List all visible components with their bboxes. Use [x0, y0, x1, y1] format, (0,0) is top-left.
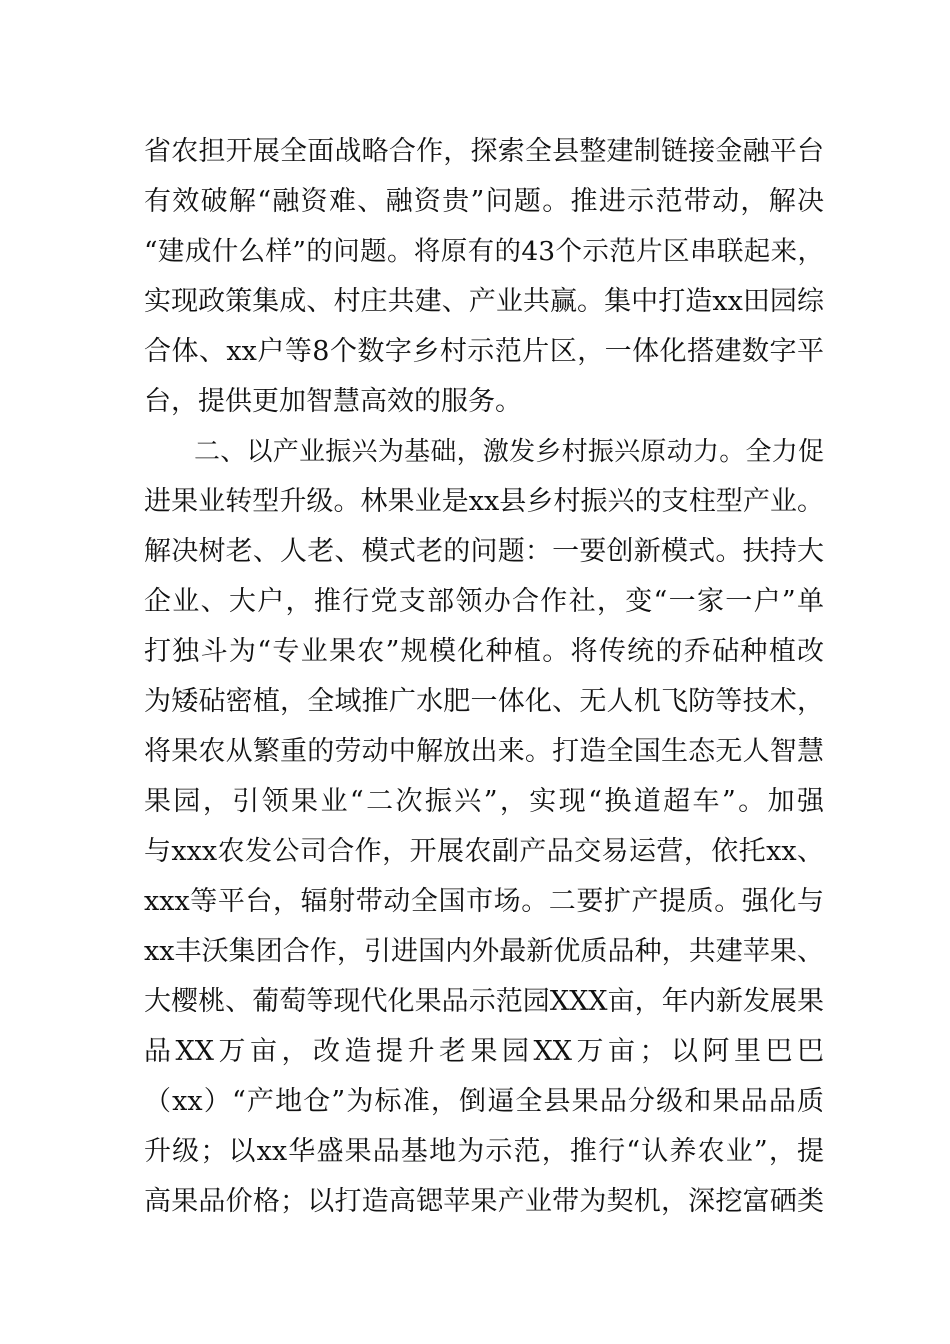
text-line: 将果农从繁重的劳动中解放出来。打造全国生态无人智慧 [144, 736, 824, 767]
text-line: 企业、大户，推行党支部领办合作社，变“一家一户”单 [144, 586, 824, 617]
text-line: 解决树老、人老、模式老的问题：一要创新模式。扶持大 [144, 536, 824, 567]
text-line: （xx）“产地仓”为标准，倒逼全县果品分级和果品品质 [144, 1086, 824, 1117]
text-line: 与xxx农发公司合作，开展农副产品交易运营，依托xx、 [144, 836, 824, 867]
text-line: 实现政策集成、村庄共建、产业共赢。集中打造xx田园综 [144, 286, 824, 317]
text-line: 大樱桃、葡萄等现代化果品示范园XXX亩，年内新发展果 [144, 986, 824, 1017]
text-line: 果园，引领果业“二次振兴”，实现“换道超车”。加强 [144, 786, 824, 817]
text-line: 有效破解“融资难、融资贵”问题。推进示范带动，解决 [144, 186, 824, 217]
text-line: 品XX万亩，改造提升老果园XX万亩；以阿里巴巴 [144, 1036, 824, 1067]
text-line: “建成什么样”的问题。将原有的43个示范片区串联起来， [144, 236, 824, 267]
text-line: 升级；以xx华盛果品基地为示范，推行“认养农业”，提 [144, 1136, 824, 1167]
text-line: 打独斗为“专业果农”规模化种植。将传统的乔砧种植改 [144, 636, 824, 667]
text-line: xxx等平台，辐射带动全国市场。二要扩产提质。强化与 [144, 886, 824, 917]
text-line: 高果品价格；以打造高锶苹果产业带为契机，深挖富硒类 [144, 1186, 824, 1217]
text-line: xx丰沃集团合作，引进国内外最新优质品种，共建苹果、 [144, 936, 824, 967]
text-line: 合体、xx户等8个数字乡村示范片区，一体化搭建数字平 [144, 336, 824, 367]
text-line: 省农担开展全面战略合作，探索全县整建制链接金融平台 [144, 136, 824, 167]
paragraph-first-line: 二、以产业振兴为基础，激发乡村振兴原动力。全力促 [194, 437, 824, 467]
text-line: 进果业转型升级。林果业是xx县乡村振兴的支柱型产业。 [144, 486, 824, 517]
text-line: 为矮砧密植，全域推广水肥一体化、无人机飞防等技术， [144, 686, 824, 717]
text-line: 台，提供更加智慧高效的服务。 [144, 386, 522, 417]
